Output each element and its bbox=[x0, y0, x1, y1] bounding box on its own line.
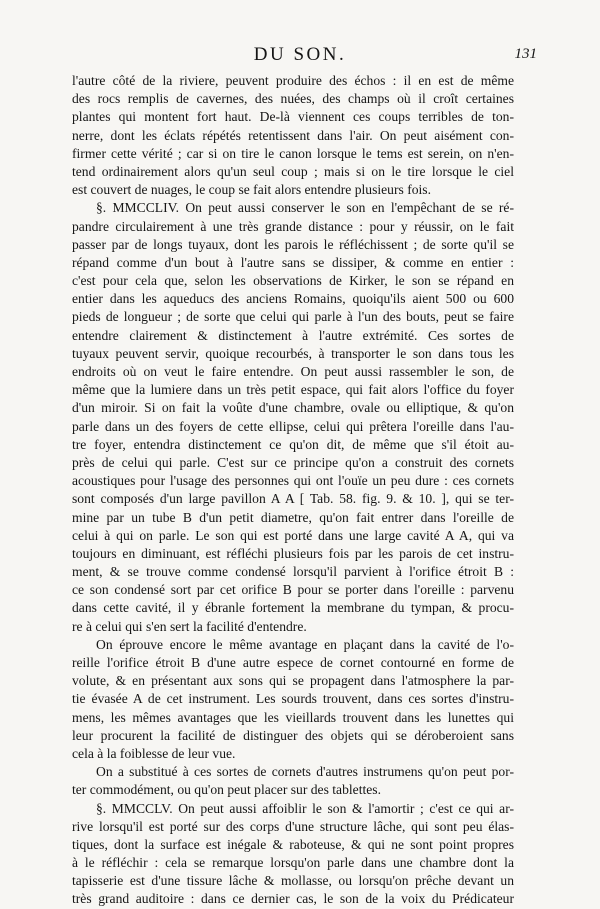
text-line: ment, & se trouve comme condensé lorsqu'il parvient à l'orifice étroit B : bbox=[72, 564, 514, 580]
page-number: 131 bbox=[514, 46, 537, 62]
text-line: entier dans les aqueducs des anciens Romains, quoiqu'ils aient 500 ou 600 bbox=[72, 291, 514, 307]
text-line: ter commodément, ou qu'on peut placer sur des tablettes. bbox=[72, 782, 381, 798]
text-line: des rocs remplis de cavernes, des nuées, des champs où il croît certaines bbox=[72, 91, 514, 107]
text-line: l'autre côté de la riviere, peuvent produire des échos : il en est de même bbox=[72, 73, 514, 88]
text-line: re à celui qui s'en sert la facilité d'entendre. bbox=[72, 618, 307, 634]
text-line: On éprouve encore le même avantage en plaçant dans la cavité de l'o- bbox=[96, 636, 514, 652]
text-line: entendre clairement & distinctement à l'autre extrémité. Ces sortes de bbox=[72, 327, 514, 343]
text-line: parle dans un des foyers de cette ellipse, celui qui prêtera l'oreille dans l'au- bbox=[72, 418, 514, 434]
text-line: rive lorsqu'il est porté sur des corps d'une structure lâche, qui sont peu élas- bbox=[72, 818, 514, 834]
text-line: leur procurent la facilité de distinguer des objets qui se déroberoient sans bbox=[72, 727, 514, 743]
text-line: cela à la foiblesse de leur vue. bbox=[72, 745, 236, 761]
running-head: DU SON. bbox=[253, 44, 347, 65]
text-line: est couvert de nuages, le coup se fait alors entendre plusieurs fois. bbox=[72, 182, 431, 198]
text-line: tiques, dont la surface est inégale & raboteuse, & qui ne sont point propres bbox=[72, 836, 514, 852]
text-line: pandre circulairement à une très grande distance : pour y réussir, on le fait bbox=[72, 218, 514, 234]
text-line: répand comme d'un bout à l'autre sans se dissiper, & comme en entier : bbox=[72, 254, 514, 270]
text-line: tie évasée A de cet instrument. Les sourds trouvent, dans ces sortes d'instru- bbox=[72, 691, 514, 707]
text-line: très grand auditoire : dans ce dernier cas, le son de la voix du Prédicateur bbox=[72, 891, 514, 907]
text-line: nerre, dont les éclats répétés retentissent dans l'air. On peut aisément con- bbox=[72, 127, 514, 143]
text-line: dans cette cavité, il y ébranle fortement la membrane du tympan, & procu- bbox=[72, 600, 514, 616]
text-line: volute, & en présentant aux sons qui se propagent dans l'atmosphere la par- bbox=[72, 673, 514, 689]
text-line: §. MMCCLV. On peut aussi affoiblir le son & l'amortir ; c'est ce qui ar- bbox=[96, 800, 514, 816]
text-line: endroits où on veut le faire entendre. On peut aussi rassembler le son, de bbox=[72, 364, 514, 379]
text-line: pieds de longueur ; de sorte que celui qui parle à l'un des bouts, peut se faire bbox=[72, 309, 514, 325]
text-line: acoustiques pour l'usage des personnes qui ont l'ouïe un peu dure : ces cornets bbox=[72, 473, 514, 489]
text-line: tapisserie est d'une tissure lâche & mollasse, ou lorsqu'on prêche devant un bbox=[72, 873, 514, 889]
text-line: reille l'orifice étroit B d'une autre espece de cornet contourné en forme de bbox=[72, 655, 514, 670]
text-line: tuyaux peuvent servir, quoique recourbés, à transporter le son dans tous les bbox=[72, 345, 514, 361]
text-line: celui à qui on parle. Le son qui est porté dans une large cavité A A, qui va bbox=[72, 527, 514, 543]
text-line: sont composés d'un large pavillon A A [ Tab. 58. fig. 9. & 10. ], qui se ter- bbox=[72, 491, 514, 507]
text-line: toujours en diminuant, est réfléchi plusieurs fois par les parois de cet instru- bbox=[72, 545, 514, 561]
text-line: même que la lumiere dans un très petit espace, qui fait alors l'office du foyer bbox=[72, 382, 514, 398]
text-line: ce son condensé sort par cet orifice B pour se porter dans l'oreille : parvenu bbox=[72, 582, 514, 598]
text-line: On a substitué à ces sortes de cornets d'autres instrumens qu'on peut por- bbox=[96, 764, 514, 780]
text-line: près de celui qui parle. C'est sur ce principe qu'on a construit des cornets bbox=[72, 454, 514, 470]
text-line: firmer cette vérité ; car si on tire le canon lorsque le tems est serein, on n'en- bbox=[72, 145, 514, 161]
text-line: c'est pour cela que, selon les observations de Kirker, le son se répand en bbox=[72, 273, 514, 289]
text-line: passer par de longs tuyaux, dont les parois le réfléchissent ; de sorte qu'il se bbox=[72, 236, 514, 252]
text-line: d'un miroir. Si on fait la voûte d'une chambre, ovale ou elliptique, & qu'on bbox=[72, 400, 514, 416]
text-line: tend ordinairement alors qu'un seul coup ; mais si on le tire lorsque le ciel bbox=[72, 163, 514, 179]
text-line: §. MMCCLIV. On peut aussi conserver le son en l'empêchant de se ré- bbox=[96, 200, 514, 216]
text-line: mine par un tube B d'un petit diametre, qu'on fait entrer dans l'oreille de bbox=[72, 509, 514, 525]
text-line: à le réfléchir : cela se remarque lorsqu'on parle dans une chambre dont la bbox=[72, 855, 514, 871]
text-line: mens, les mêmes avantages que les vieillards trouvent dans les lunettes qui bbox=[72, 709, 514, 725]
text-line: plantes qui montent fort haut. De-là viennent ces coups terribles de ton- bbox=[72, 109, 514, 125]
text-line: tre foyer, entendra distinctement ce qu'on dit, de même que s'il étoit au- bbox=[72, 436, 514, 452]
body-text bbox=[72, 72, 514, 909]
